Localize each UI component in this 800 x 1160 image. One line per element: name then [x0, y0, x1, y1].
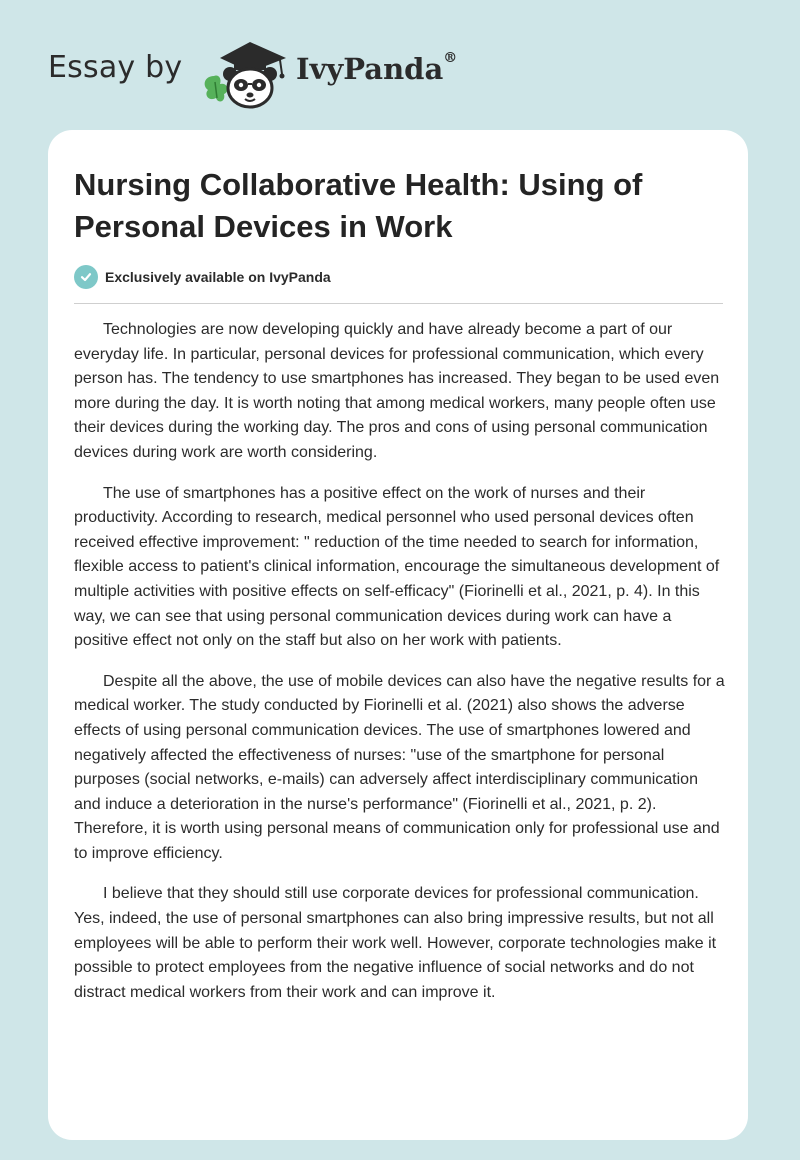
paragraph: Despite all the above, the use of mobile devices can also have the negative results for a medical worker. The study conducted by Fiorinelli et al. (2021) also shows the adverse effects of using personal communication devices. The use of smartphones lowered and negatively affected the effectiveness of nurses: "use of the smartphone for personal purposes (social networks, e-mails) can adversely affect interdisciplinary communication and induce a deterioration in the nurse's performance" (Fiorinelli et al., 2021, p. 2). Therefore, it is worth using personal means of communication only for professional use and to improve efficiency.: [74, 672, 725, 862]
brand-prefix: Essay by: [48, 50, 183, 85]
ivy-leaf-icon: [205, 75, 228, 101]
essay-title: Nursing Collaborative Health: Using of Personal Devices in Work: [74, 167, 643, 244]
essay-card: [48, 130, 748, 1140]
exclusive-badge: [74, 264, 331, 290]
site-header: [0, 0, 800, 120]
panda-logo-icon[interactable]: [200, 36, 292, 110]
paragraph: I believe that they should still use corporate devices for professional communication. Yes, indeed, the use of personal smartphones can also bring impressive results, but not all employees will be able to perform their work well. However, corporate technologies make it possible to protect employees from the negative influence of social networks and do not distract medical workers from their work and can improve it.: [74, 885, 717, 1001]
paragraph: Technologies are now developing quickly and have already become a part of our everyday life. In particular, personal devices for professional communication, which every person has. The tendency to use smartphones has increased. They began to be used even more during the day. It is worth noting that among medical workers, many people often use their devices during the working day. The pros and cons of using personal communication devices during work are worth considering.: [74, 321, 720, 461]
registered-mark: ®: [443, 50, 458, 66]
check-circle-icon: [74, 265, 98, 289]
paragraph: The use of smartphones has a positive effect on the work of nurses and their productivity. According to research, medical personnel who used personal devices often received effective improvement: " reduction of the time needed to search for information, flexible access to patient's clinical information, encourage the simultaneous development of multiple activities with positive effects on self-efficacy" (Fiorinelli et al., 2021, p. 4). In this way, we can see that using personal communication devices during work can have a positive effect not only on the staff but also on her work with patients.: [74, 484, 720, 650]
brand-name[interactable]: IvyPanda®: [296, 50, 458, 86]
essay-body: [74, 318, 726, 1021]
badge-label: Exclusively available on IvyPanda: [105, 269, 331, 285]
title-divider: [74, 303, 723, 304]
